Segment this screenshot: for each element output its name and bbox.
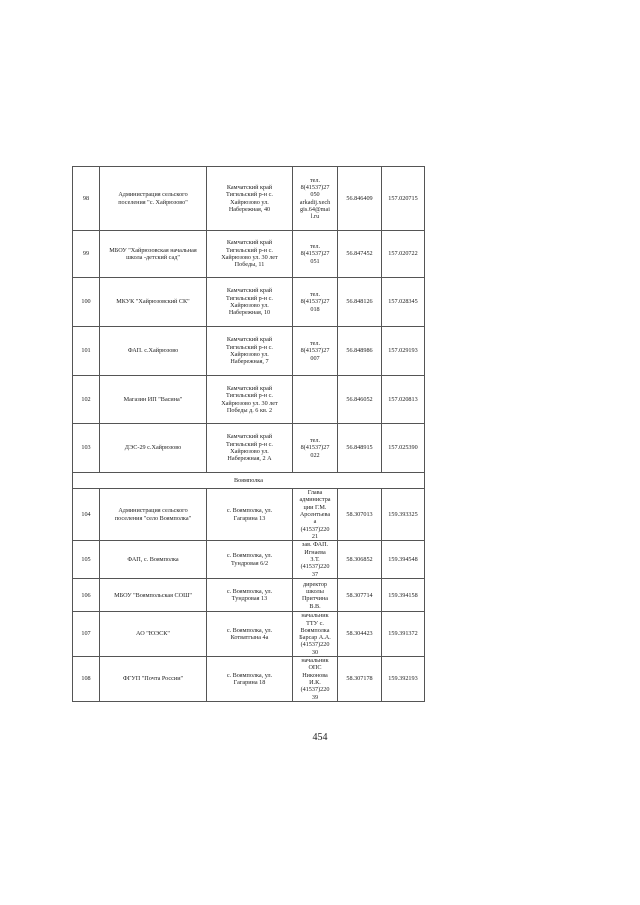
contact-info-line: 018: [310, 305, 320, 313]
address-line: Камчатский край: [226, 239, 273, 247]
contact-info-line: Никонова: [302, 671, 328, 679]
organization-name-line: Магазин ИП "Васина": [123, 395, 183, 403]
contact-info-line: 050: [310, 191, 320, 199]
contact-info-line: начальник: [301, 612, 329, 620]
address-line: Камчатский край: [226, 384, 273, 392]
organization-name-line: МКУК "Хайрюзовский СК": [116, 298, 190, 306]
address: [207, 424, 293, 473]
latitude: 56.848915: [338, 424, 382, 473]
organization-name-line: Администрация сельского: [118, 191, 188, 199]
contact-info: [293, 327, 338, 376]
contact-info-line: тел.: [309, 243, 321, 251]
address-line: Тигильский р-н с.: [226, 191, 273, 199]
address-line: Набережная, 10: [228, 309, 271, 317]
contact-info-line: Воямполка: [300, 626, 330, 634]
row-number: 106: [73, 579, 100, 612]
contact-info-line: 8(41537)27: [300, 444, 330, 452]
contact-info-line: начальник: [301, 657, 329, 665]
contact-info-line: 37: [311, 570, 319, 578]
address-line: Хайрюзово ул. 30 лет: [221, 254, 278, 261]
address-line: Тундровая 13: [231, 595, 268, 603]
latitude: 58.304423: [338, 612, 382, 657]
latitude: 58.307714: [338, 579, 382, 612]
contact-info-line: 21: [311, 532, 319, 540]
contact-info-line: тел.: [309, 291, 321, 299]
latitude: 58.307013: [338, 489, 382, 541]
data-table: [72, 166, 425, 702]
address-line: Камчатский край: [226, 336, 273, 344]
organization-name-line: поселения "село Воямполка": [114, 514, 192, 522]
contact-info-line: В.В.: [309, 602, 321, 610]
contact-info-line: Арсентьева: [299, 510, 331, 518]
contact-info: [293, 231, 338, 278]
organization-name: [100, 424, 207, 473]
contact-info: [293, 579, 338, 612]
address-line: Победы, 11: [234, 261, 265, 269]
contact-info-line: администра: [299, 496, 331, 504]
latitude: 56.847452: [338, 231, 382, 278]
contact-info: [293, 376, 338, 424]
address-line: Хайрюзово ул.: [230, 302, 269, 309]
address: [207, 541, 293, 579]
contact-info-line: (41537)220: [300, 641, 330, 649]
contact-info: [293, 612, 338, 657]
address-line: Победы д. 6 кв. 2: [226, 406, 273, 414]
address-line: Тигильский р-н с.: [226, 343, 273, 351]
organization-name: [100, 657, 207, 702]
organization-name: [100, 612, 207, 657]
contact-info-line: ТТУ с.: [306, 619, 324, 627]
address-line: Хайрюзово ул.: [230, 351, 269, 358]
address: [207, 327, 293, 376]
row-number: 108: [73, 657, 100, 702]
table-row: [73, 231, 425, 278]
table-row: [73, 167, 425, 231]
address: [207, 231, 293, 278]
contact-info-line: 8(41537)27: [300, 183, 330, 191]
organization-name-line: ФГУП "Почта России": [122, 675, 184, 683]
contact-info-line: Игнаева: [304, 548, 326, 556]
contact-info-line: 007: [310, 354, 320, 362]
address-line: Камчатский край: [226, 287, 273, 295]
address-line: Набережная, 40: [228, 205, 271, 213]
address: [207, 657, 293, 702]
row-number: 103: [73, 424, 100, 473]
contact-info-line: зав. ФАП.: [301, 541, 329, 549]
table-row: [73, 278, 425, 327]
organization-name: [100, 579, 207, 612]
longitude: 159.393325: [382, 489, 425, 541]
row-number: 101: [73, 327, 100, 376]
organization-name: [100, 231, 207, 278]
address-line: с. Воямполка, ул.: [226, 552, 273, 560]
contact-info-line: ции Г.М.: [303, 503, 327, 511]
address: [207, 579, 293, 612]
table-row: [73, 579, 425, 612]
contact-info-line: 39: [311, 693, 319, 701]
address: [207, 376, 293, 424]
page-number: 454: [312, 732, 328, 743]
contact-info-line: 30: [311, 648, 319, 656]
address-line: с. Воямполка, ул.: [226, 507, 273, 515]
contact-info-line: 8(41537)27: [300, 347, 330, 355]
organization-name-line: МБОУ "Воямпольская СОШ": [114, 591, 192, 599]
contact-info: [293, 489, 338, 541]
organization-name: [100, 167, 207, 231]
contact-info-line: 8(41537)27: [300, 298, 330, 306]
longitude: 157.020715: [382, 167, 425, 231]
contact-info-line: Притчина: [301, 595, 329, 603]
contact-info: [293, 167, 338, 231]
address-line: Котватгына 4а: [230, 634, 269, 642]
latitude: 56.848986: [338, 327, 382, 376]
row-number: 98: [73, 167, 100, 231]
address-line: Тигильский р-н с.: [226, 246, 273, 254]
address-line: Хайрюзово ул.: [230, 448, 269, 455]
address-line: с. Воямполка, ул.: [226, 587, 273, 595]
organization-name: [100, 489, 207, 541]
table-row: [73, 612, 425, 657]
organization-name-line: АО "ЮЭСК": [136, 630, 170, 638]
table-body: [73, 167, 425, 702]
contact-info-line: (41537)220: [300, 563, 330, 571]
table-row: [73, 376, 425, 424]
contact-info-line: arkadij.xech: [299, 198, 331, 206]
section-title: Воямполка: [73, 473, 425, 489]
longitude: 159.391372: [382, 612, 425, 657]
organization-name-line: МБОУ "Хайрюзовская начальная: [109, 246, 197, 254]
longitude: 159.392193: [382, 657, 425, 702]
row-number: 100: [73, 278, 100, 327]
contact-info-line: тел.: [309, 176, 321, 184]
organization-name: [100, 376, 207, 424]
address-line: с. Воямполка, ул.: [226, 671, 273, 679]
address-line: с. Воямполка, ул.: [226, 626, 273, 634]
longitude: 157.029193: [382, 327, 425, 376]
latitude: 58.307178: [338, 657, 382, 702]
address-line: Камчатский край: [226, 433, 273, 441]
contact-info: [293, 424, 338, 473]
address-line: Камчатский край: [226, 183, 273, 191]
organization-name-line: ДЭС-29 с.Хайрюзово: [124, 444, 182, 452]
address-line: Хайрюзово ул.: [230, 198, 269, 206]
latitude: 56.846409: [338, 167, 382, 231]
address-line: Набережная, 7: [230, 358, 269, 366]
contact-info-line: тел.: [309, 340, 321, 348]
organization-name-line: ФАП, с. Воямполка: [127, 556, 179, 564]
address-line: Гагарина 13: [233, 514, 266, 522]
latitude: 56.848126: [338, 278, 382, 327]
row-number: 107: [73, 612, 100, 657]
contact-info-line: gis.64@mai: [300, 205, 330, 213]
longitude: 157.020813: [382, 376, 425, 424]
section-row: [73, 473, 425, 489]
row-number: 104: [73, 489, 100, 541]
latitude: 58.306852: [338, 541, 382, 579]
address: [207, 167, 293, 231]
contact-info: [293, 657, 338, 702]
organization-name-line: ФАП. с.Хайрюзово: [127, 347, 179, 355]
address: [207, 489, 293, 541]
organization-name: [100, 541, 207, 579]
address-line: Гагарина 18: [233, 679, 266, 686]
table-row: [73, 327, 425, 376]
row-number: 99: [73, 231, 100, 278]
row-number: 102: [73, 376, 100, 424]
address-line: Тигильский р-н с.: [226, 294, 273, 302]
table-row: [73, 424, 425, 473]
address-line: Тигильский р-н с.: [226, 392, 273, 400]
address-line: Тигильский р-н с.: [226, 440, 273, 448]
address-line: Тундровая 6/2: [230, 559, 269, 567]
contact-info: [293, 541, 338, 579]
longitude: 159.394158: [382, 579, 425, 612]
organization-name: [100, 327, 207, 376]
contact-info-line: 8(41537)27: [300, 250, 330, 258]
contact-info-line: 022: [310, 451, 320, 459]
latitude: 56.846052: [338, 376, 382, 424]
longitude: 157.025390: [382, 424, 425, 473]
contact-info-line: l.ru: [310, 213, 320, 221]
contact-info-line: ОПС: [308, 664, 322, 672]
contact-info-line: школы: [306, 587, 324, 595]
contact-info-line: Барсар А.А.: [299, 634, 331, 642]
longitude: 157.020722: [382, 231, 425, 278]
contact-info-line: (41537)220: [300, 525, 330, 533]
table-row: [73, 657, 425, 702]
address-line: Набережная, 2 А: [227, 455, 272, 463]
contact-info-line: а: [313, 518, 317, 526]
contact-info-line: 051: [310, 257, 320, 265]
contact-info-line: директор: [302, 580, 328, 588]
organization-name-line: поселения "с. Хайрюзово": [118, 198, 188, 206]
contact-info-line: тел.: [309, 437, 321, 445]
organization-name: [100, 278, 207, 327]
contact-info-line: З.Т.: [310, 556, 320, 564]
row-number: 105: [73, 541, 100, 579]
table-row: [73, 489, 425, 541]
longitude: 157.028345: [382, 278, 425, 327]
organization-name-line: школа -детский сад": [126, 254, 180, 261]
contact-info: [293, 278, 338, 327]
organization-name-line: Администрация сельского: [118, 507, 188, 515]
longitude: 159.394548: [382, 541, 425, 579]
address: [207, 612, 293, 657]
contact-info-line: (41537)220: [300, 686, 330, 694]
table-row: [73, 541, 425, 579]
contact-info-line: И.К.: [309, 679, 321, 686]
contact-info-line: Глава: [307, 489, 323, 496]
address-line: Хайрюзово ул. 30 лет: [221, 399, 278, 407]
address: [207, 278, 293, 327]
